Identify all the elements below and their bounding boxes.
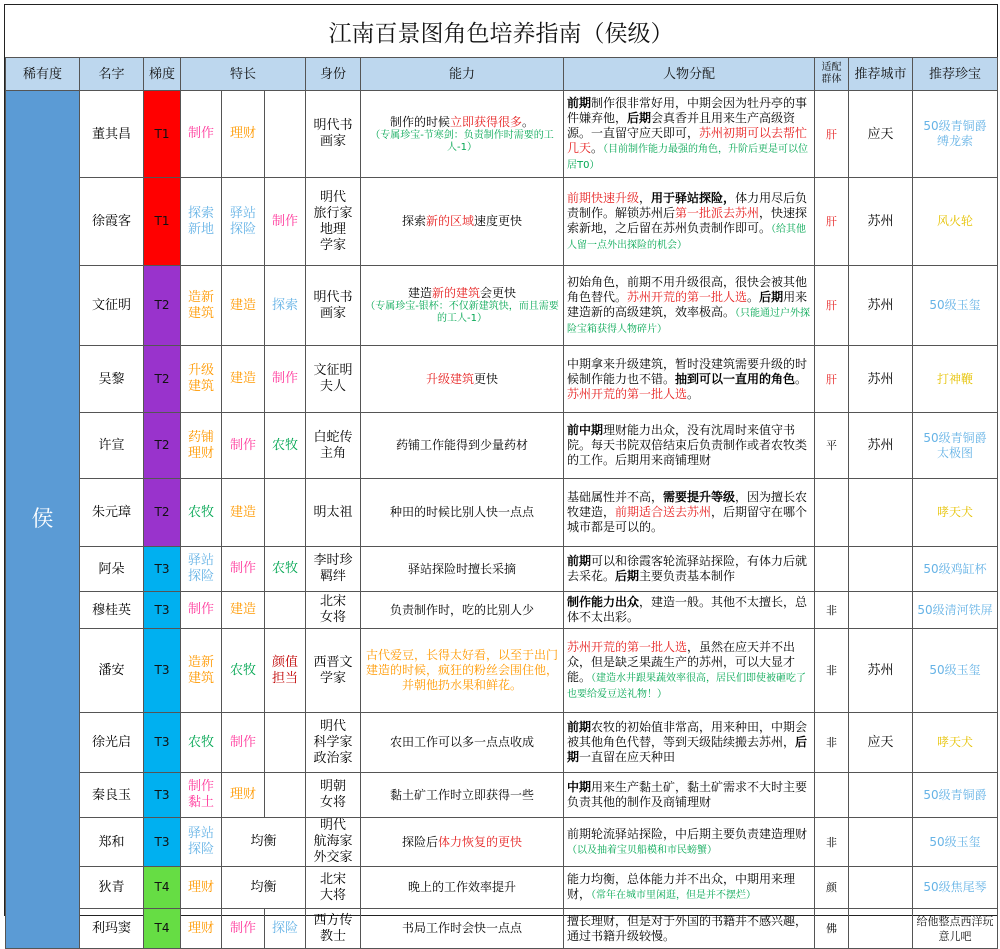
character-name: 徐光启 xyxy=(80,713,144,773)
specialty-cell: 颜值 担当 xyxy=(265,629,306,713)
character-name: 郑和 xyxy=(80,818,144,867)
tier-badge: T1 xyxy=(144,178,181,266)
allocation-cell: 擅长理财，但是对于外国的书籍并不感兴趣，通过书籍升级较慢。 xyxy=(564,909,815,949)
table-row xyxy=(6,867,998,909)
character-name: 吴黎 xyxy=(80,346,144,413)
city-cell: 应天 xyxy=(849,91,913,178)
table-row xyxy=(6,592,998,629)
tier-badge: T3 xyxy=(144,592,181,629)
table-row xyxy=(6,547,998,592)
tier-badge: T2 xyxy=(144,266,181,346)
allocation-cell: 初始角色，前期不用升级很高，很快会被其他角色替代。苏州开荒的第一批人选。后期用来建造新的高级建筑，效率极高。（只能通过户外探险宝箱获得人物碎片） xyxy=(564,266,815,346)
specialty-cell: 探索 xyxy=(265,266,306,346)
specialty-cell: 驿站 探险 xyxy=(222,178,265,266)
table-row xyxy=(6,266,998,346)
city-cell: 苏州 xyxy=(849,178,913,266)
specialty-cell: 农牧 xyxy=(222,629,265,713)
character-name: 许宣 xyxy=(80,413,144,479)
specialty-cell: 农牧 xyxy=(265,547,306,592)
header-ability: 能力 xyxy=(361,58,564,91)
treasure-cell: 50级鸡缸杯 xyxy=(913,547,998,592)
specialty-cell: 理财 xyxy=(181,867,222,909)
tier-badge: T3 xyxy=(144,818,181,867)
rarity-cell: 侯 xyxy=(6,91,80,949)
tier-badge: T1 xyxy=(144,91,181,178)
ability-cell: 建造新的建筑会更快 （专属珍宝-银杯：不仅新建筑快，而且需要的工人-1） xyxy=(361,266,564,346)
specialty-cell: 造新 建筑 xyxy=(181,629,222,713)
tier-badge: T3 xyxy=(144,547,181,592)
allocation-cell: 中期拿来升级建筑，暂时没建筑需要升级的时候制作能力也不错。抽到可以一直用的角色。苏州开荒的第一批人选。 xyxy=(564,346,815,413)
identity-cell: 北宋 女将 xyxy=(306,592,361,629)
identity-cell: 北宋 大将 xyxy=(306,867,361,909)
table-row xyxy=(6,818,998,867)
specialty-cell: 驿站 探险 xyxy=(181,547,222,592)
allocation-cell: 前期快速升级，用于驿站探险，体力用尽后负责制作。解锁苏州后第一批派去苏州，快速探索新地，之后留在苏州负责制作即可。（给其他人留一点外出探险的机会） xyxy=(564,178,815,266)
character-name: 文征明 xyxy=(80,266,144,346)
treasure-cell: 哮天犬 xyxy=(913,479,998,547)
header-identity: 身份 xyxy=(306,58,361,91)
table-row xyxy=(6,346,998,413)
allocation-cell: 制作能力出众，建造一般。其他不太擅长，总体不太出彩。 xyxy=(564,592,815,629)
city-cell: 苏州 xyxy=(849,266,913,346)
ability-cell: 驿站探险时擅长采摘 xyxy=(361,547,564,592)
table-row xyxy=(6,479,998,547)
table-row xyxy=(6,413,998,479)
identity-cell: 明代 航海家 外交家 xyxy=(306,818,361,867)
specialty-cell: 制作 xyxy=(181,592,222,629)
specialty-cell: 药铺 理财 xyxy=(181,413,222,479)
tier-badge: T3 xyxy=(144,773,181,818)
allocation-cell: 基础属性并不高，需要提升等级，因为擅长农牧建造，前期适合送去苏州，后期留守在哪个城市都是可以的。 xyxy=(564,479,815,547)
specialty-cell xyxy=(265,713,306,773)
ability-cell: 升级建筑更快 xyxy=(361,346,564,413)
allocation-cell: 能力均衡，总体能力并不出众，中期用来理财，（常年在城市里闲逛，但是并不摆烂） xyxy=(564,867,815,909)
identity-cell: 明代书画家 xyxy=(306,91,361,178)
allocation-cell: 前期农牧的初始值非常高，用来种田，中期会被其他角色代替，等到天级陆续搬去苏州，后期一直留在应天种田 xyxy=(564,713,815,773)
ability-cell: 药铺工作能得到少量药材 xyxy=(361,413,564,479)
specialty-cell: 制作 xyxy=(222,909,265,949)
identity-cell: 明太祖 xyxy=(306,479,361,547)
ability-cell: 晚上的工作效率提升 xyxy=(361,867,564,909)
treasure-cell: 打神鞭 xyxy=(913,346,998,413)
group-cell: 肝 xyxy=(815,91,849,178)
identity-cell: 明代书 画家 xyxy=(306,266,361,346)
tier-badge: T3 xyxy=(144,713,181,773)
ability-cell: 探索新的区域速度更快 xyxy=(361,178,564,266)
specialty-cell: 建造 xyxy=(222,592,265,629)
specialty-cell: 建造 xyxy=(222,479,265,547)
tier-badge: T2 xyxy=(144,479,181,547)
ability-cell: 古代爱豆，长得太好看，以至于出门建造的时候，疯狂的粉丝会围住他，并朝他扔水果和鲜花。 xyxy=(361,629,564,713)
table-row xyxy=(6,629,998,713)
specialty-cell: 理财 xyxy=(222,773,265,818)
table-row xyxy=(6,773,998,818)
treasure-cell: 给他整点西洋玩 意儿吧 xyxy=(913,909,998,949)
identity-cell: 明代 科学家 政治家 xyxy=(306,713,361,773)
allocation-cell: 苏州开荒的第一批人选，虽然在应天并不出众，但是缺乏果蔬生产的苏州，可以大显才能。（建造水井跟果蔬效率很高，居民们即使被砸吃了也要给爱豆送礼物！） xyxy=(564,629,815,713)
character-name: 穆桂英 xyxy=(80,592,144,629)
group-cell xyxy=(815,479,849,547)
ability-cell: 书局工作时会快一点点 xyxy=(361,909,564,949)
city-cell xyxy=(849,773,913,818)
city-cell: 苏州 xyxy=(849,413,913,479)
treasure-cell: 50级青铜爵 xyxy=(913,773,998,818)
specialty-cell: 理财 xyxy=(181,909,222,949)
treasure-cell: 50级玉玺 xyxy=(913,629,998,713)
specialty-cell: 造新 建筑 xyxy=(181,266,222,346)
specialty-cell: 制作 xyxy=(265,178,306,266)
specialty-cell: 建造 xyxy=(222,266,265,346)
group-cell: 肝 xyxy=(815,178,849,266)
city-cell xyxy=(849,818,913,867)
group-cell: 颜 xyxy=(815,867,849,909)
city-cell xyxy=(849,867,913,909)
specialty-cell: 农牧 xyxy=(265,413,306,479)
specialty-cell: 均衡 xyxy=(222,818,306,867)
header-treasure: 推荐珍宝 xyxy=(913,58,998,91)
character-name: 阿朵 xyxy=(80,547,144,592)
group-cell: 佛 xyxy=(815,909,849,949)
character-name: 狄青 xyxy=(80,867,144,909)
character-name: 潘安 xyxy=(80,629,144,713)
ability-cell: 制作的时候立即获得很多。 （专属珍宝-节寒剑：负责制作时需要的工人-1） xyxy=(361,91,564,178)
specialty-cell xyxy=(265,91,306,178)
table-row xyxy=(6,909,998,949)
group-cell: 非 xyxy=(815,592,849,629)
identity-cell: 白蛇传 主角 xyxy=(306,413,361,479)
header-row xyxy=(6,58,998,91)
header-allocation: 人物分配 xyxy=(564,58,815,91)
tier-badge: T4 xyxy=(144,909,181,949)
header-rarity: 稀有度 xyxy=(6,58,80,91)
treasure-cell: 50级焦尾琴 xyxy=(913,867,998,909)
table-row xyxy=(6,91,998,178)
header-group: 适配 群体 xyxy=(815,58,849,91)
specialty-cell: 建造 xyxy=(222,346,265,413)
city-cell: 苏州 xyxy=(849,346,913,413)
group-cell: 肝 xyxy=(815,346,849,413)
allocation-cell: 前期轮流驿站探险，中后期主要负责建造理财（以及抽着宝贝船模和市民螃蟹） xyxy=(564,818,815,867)
tier-badge: T3 xyxy=(144,629,181,713)
header-name: 名字 xyxy=(80,58,144,91)
ability-cell: 负责制作时，吃的比别人少 xyxy=(361,592,564,629)
ability-cell: 种田的时候比别人快一点点 xyxy=(361,479,564,547)
specialty-cell: 探索 新地 xyxy=(181,178,222,266)
city-cell xyxy=(849,547,913,592)
specialty-cell: 升级 建筑 xyxy=(181,346,222,413)
specialty-cell: 制作 xyxy=(222,413,265,479)
specialty-cell: 均衡 xyxy=(222,867,306,909)
city-cell xyxy=(849,479,913,547)
identity-cell: 文征明 夫人 xyxy=(306,346,361,413)
header-city: 推荐城市 xyxy=(849,58,913,91)
specialty-cell: 制作 xyxy=(222,713,265,773)
ability-cell: 农田工作可以多一点点收成 xyxy=(361,713,564,773)
specialty-cell xyxy=(265,479,306,547)
character-name: 秦良玉 xyxy=(80,773,144,818)
specialty-cell: 农牧 xyxy=(181,479,222,547)
specialty-cell: 制作 xyxy=(181,91,222,178)
page-title: 江南百景图角色培养指南（侯级） xyxy=(5,5,997,58)
allocation-cell: 前中期理财能力出众，没有沈周时来值守书院。每天书院双倍结束后负责制作或者农牧类的工作。后期用来商铺理财 xyxy=(564,413,815,479)
group-cell: 非 xyxy=(815,818,849,867)
identity-cell: 明朝 女将 xyxy=(306,773,361,818)
city-cell xyxy=(849,909,913,949)
group-cell xyxy=(815,773,849,818)
specialty-cell: 探险 xyxy=(265,909,306,949)
specialty-cell xyxy=(265,592,306,629)
treasure-cell: 50级玉玺 xyxy=(913,266,998,346)
allocation-cell: 前期制作很非常好用，中期会因为牡丹亭的事件嫌弃他，后期会真香并且用来生产高级资源。一直留守应天即可，苏州初期可以去帮忙几天。（目前制作能力最强的角色，升阶后更是可以位居T0） xyxy=(564,91,815,178)
ability-cell: 探险后体力恢复的更快 xyxy=(361,818,564,867)
identity-cell: 明代 旅行家 地理 学家 xyxy=(306,178,361,266)
treasure-cell: 50级青铜爵 太极图 xyxy=(913,413,998,479)
treasure-cell: 50级青铜爵 缚龙索 xyxy=(913,91,998,178)
specialty-cell: 理财 xyxy=(222,91,265,178)
tier-badge: T4 xyxy=(144,867,181,909)
allocation-cell: 前期可以和徐霞客轮流驿站探险，有体力后就去采花。后期主要负责基本制作 xyxy=(564,547,815,592)
header-tier: 梯度 xyxy=(144,58,181,91)
group-cell: 非 xyxy=(815,713,849,773)
tier-badge: T2 xyxy=(144,413,181,479)
group-cell xyxy=(815,547,849,592)
tier-badge: T2 xyxy=(144,346,181,413)
group-cell: 非 xyxy=(815,629,849,713)
identity-cell: 西晋文 学家 xyxy=(306,629,361,713)
character-name: 朱元璋 xyxy=(80,479,144,547)
city-cell xyxy=(849,592,913,629)
character-name: 利玛窦 xyxy=(80,909,144,949)
specialty-cell: 制作 xyxy=(222,547,265,592)
identity-cell: 西方传 教士 xyxy=(306,909,361,949)
group-cell: 平 xyxy=(815,413,849,479)
treasure-cell: 50级清河铁屏 xyxy=(913,592,998,629)
city-cell: 苏州 xyxy=(849,629,913,713)
treasure-cell: 哮天犬 xyxy=(913,713,998,773)
ability-cell: 黏土矿工作时立即获得一些 xyxy=(361,773,564,818)
treasure-cell: 风火轮 xyxy=(913,178,998,266)
specialty-cell: 农牧 xyxy=(181,713,222,773)
identity-cell: 李时珍 羁绊 xyxy=(306,547,361,592)
guide-sheet xyxy=(4,4,998,944)
specialty-cell: 制作 黏土 xyxy=(181,773,222,818)
group-cell: 肝 xyxy=(815,266,849,346)
character-name: 徐霞客 xyxy=(80,178,144,266)
city-cell: 应天 xyxy=(849,713,913,773)
character-name: 董其昌 xyxy=(80,91,144,178)
guide-table xyxy=(5,57,998,949)
table-row xyxy=(6,178,998,266)
specialty-cell xyxy=(265,773,306,818)
allocation-cell: 中期用来生产黏土矿，黏土矿需求不大时主要负责其他的制作及商铺理财 xyxy=(564,773,815,818)
specialty-cell: 驿站 探险 xyxy=(181,818,222,867)
treasure-cell: 50级玉玺 xyxy=(913,818,998,867)
table-row xyxy=(6,713,998,773)
header-specialty: 特长 xyxy=(181,58,306,91)
specialty-cell: 制作 xyxy=(265,346,306,413)
